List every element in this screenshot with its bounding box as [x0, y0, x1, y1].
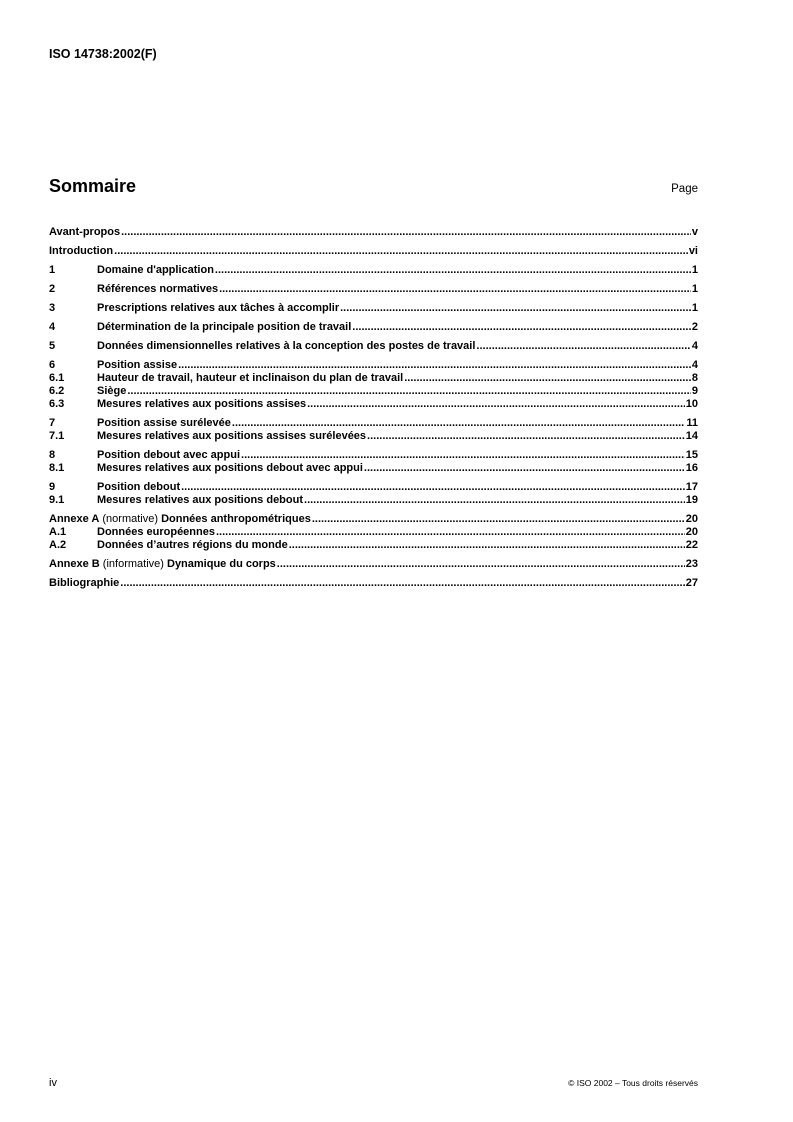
toc-entry[interactable] — [49, 430, 698, 443]
toc-entry-number: 6.2 — [49, 385, 65, 397]
toc-entry[interactable] — [49, 539, 698, 552]
toc-entry-title — [49, 577, 119, 590]
toc-entry[interactable] — [49, 226, 698, 239]
toc-dot-leader — [289, 539, 685, 552]
toc-entry-title-text: Mesures relatives aux positions assises — [97, 398, 307, 410]
toc-entry-title — [97, 462, 363, 475]
toc-entry[interactable] — [49, 283, 698, 296]
toc-entry[interactable] — [49, 264, 698, 277]
toc-entry-title-text: Mesures relatives aux positions debout — [97, 494, 304, 506]
toc-entry-page: 16 — [685, 462, 698, 474]
toc-entry-title — [97, 398, 306, 411]
toc-entry-page: 20 — [685, 526, 698, 538]
toc-entry-title-text: Bibliographie — [49, 577, 120, 589]
toc-entry-title-text: Données dimensionnelles relatives à la conception des postes de travail — [97, 340, 476, 352]
toc-entry-page: 2 — [691, 321, 698, 333]
toc-entry-number: A.2 — [49, 539, 67, 551]
toc-entry-title-text: Prescriptions relatives aux tâches à accomplir — [97, 302, 340, 314]
toc-entry-page: 17 — [685, 481, 698, 493]
toc-entry-annex-title: Dynamique du corps — [167, 558, 276, 570]
toc-entry-title — [97, 494, 303, 507]
copyright-notice: © ISO 2002 – Tous droits réservés — [568, 1078, 698, 1088]
toc-dot-leader — [340, 302, 691, 315]
toc-dot-leader — [215, 264, 691, 277]
toc-entry[interactable] — [49, 417, 698, 430]
toc-dot-leader — [304, 494, 685, 507]
toc-entry-page: 14 — [685, 430, 698, 442]
toc-entry-title-text: Mesures relatives aux positions debout avec appui — [97, 462, 363, 474]
toc-dot-leader — [364, 462, 685, 475]
toc-dot-leader — [307, 398, 685, 411]
toc-entry-annex-title: Données anthropométriques — [161, 513, 311, 525]
toc-entry[interactable] — [49, 245, 698, 258]
toc-entry-title-text: Introduction — [49, 245, 114, 257]
toc-entry-annex-type: (informative) — [99, 558, 167, 570]
toc-entry-title-text: Position debout — [97, 481, 181, 493]
toc-entry-page: 1 — [691, 302, 698, 314]
toc-entry-title-text: Données d’autres régions du monde — [97, 539, 288, 551]
toc-entry-title-text: Détermination de la principale position de travail — [97, 321, 352, 333]
toc-dot-leader — [181, 481, 685, 494]
toc-entry-title-text: Siège — [97, 385, 127, 397]
toc-entry-title — [49, 513, 311, 526]
toc-entry-page: 1 — [691, 264, 698, 276]
toc-entry[interactable] — [49, 494, 698, 507]
toc-dot-leader — [277, 558, 685, 571]
toc-entry-title — [97, 302, 339, 315]
toc-entry-title-text: Position assise — [97, 359, 178, 371]
toc-entry-number: 5 — [49, 340, 56, 352]
toc-entry-title — [49, 245, 113, 258]
toc-entry-page: 19 — [685, 494, 698, 506]
toc-entry-title-text: Annexe B — [49, 558, 100, 570]
toc-entry-title — [97, 417, 231, 430]
toc-entry[interactable] — [49, 449, 698, 462]
toc-entry[interactable] — [49, 513, 698, 526]
toc-entry[interactable] — [49, 372, 698, 385]
toc-entry-title — [49, 558, 276, 571]
toc-entry-title-text: Position debout avec appui — [97, 449, 241, 461]
toc-entry[interactable] — [49, 481, 698, 494]
toc-entry-page: 23 — [685, 558, 698, 570]
toc-entry-page: vi — [688, 245, 698, 257]
toc-entry-number: 7 — [49, 417, 56, 429]
toc-entry-page: 27 — [685, 577, 698, 589]
toc-entry-number: 8.1 — [49, 462, 65, 474]
toc-entry-title-text: Hauteur de travail, hauteur et inclinaison du plan de travail — [97, 372, 404, 384]
toc-entry[interactable] — [49, 398, 698, 411]
toc-entry-title — [97, 283, 218, 296]
toc-entry-page: 4 — [691, 359, 698, 371]
toc-entry-number: 6 — [49, 359, 56, 371]
toc-dot-leader — [352, 321, 691, 334]
toc-dot-leader — [178, 359, 691, 372]
toc-entry-number: 1 — [49, 264, 56, 276]
toc-entry-title — [97, 385, 126, 398]
toc-dot-leader — [404, 372, 691, 385]
toc-entry-annex-type: (normative) — [99, 513, 162, 525]
toc-entry-title — [97, 430, 366, 443]
toc-entry[interactable] — [49, 558, 698, 571]
toc-entry[interactable] — [49, 302, 698, 315]
toc-entry-number: 4 — [49, 321, 56, 333]
toc-dot-leader — [121, 226, 691, 239]
toc-entry-page: 15 — [685, 449, 698, 461]
table-of-contents — [49, 226, 698, 590]
toc-entry-title-text: Mesures relatives aux positions assises surélevées — [97, 430, 367, 442]
toc-entry-title — [97, 539, 288, 552]
toc-entry-title-text: Position assise surélevée — [97, 417, 231, 429]
toc-entry-number: 3 — [49, 302, 56, 314]
toc-entry-number: A.1 — [49, 526, 67, 538]
toc-entry-number: 6.3 — [49, 398, 65, 410]
toc-entry-page: 22 — [685, 539, 698, 551]
toc-entry[interactable] — [49, 340, 698, 353]
toc-entry-page: 8 — [691, 372, 698, 384]
toc-dot-leader — [312, 513, 685, 526]
toc-entry-page: v — [691, 226, 698, 238]
toc-entry-title — [97, 449, 240, 462]
toc-dot-leader — [367, 430, 685, 443]
toc-entry[interactable] — [49, 577, 698, 590]
toc-dot-leader — [476, 340, 690, 353]
toc-entry-title-text: Données européennes — [97, 526, 215, 538]
toc-entry-page: 10 — [685, 398, 698, 410]
toc-entry-title-text: Références normatives — [97, 283, 219, 295]
toc-entry-title-text: Domaine d'application — [97, 264, 214, 276]
toc-dot-leader — [216, 526, 685, 539]
toc-entry-title — [97, 264, 214, 277]
toc-entry-number: 6.1 — [49, 372, 65, 384]
toc-entry-page: 9 — [691, 385, 698, 397]
toc-dot-leader — [114, 245, 688, 258]
toc-entry-title — [97, 481, 180, 494]
toc-dot-leader — [120, 577, 684, 590]
toc-entry-number: 9 — [49, 481, 56, 493]
toc-entry-title — [49, 226, 120, 239]
toc-entry-title — [97, 321, 351, 334]
toc-entry-title-text: Avant-propos — [49, 226, 121, 238]
toc-entry-page: 1 — [691, 283, 698, 295]
toc-entry-title — [97, 372, 403, 385]
toc-entry[interactable] — [49, 385, 698, 398]
toc-entry-page: 20 — [685, 513, 698, 525]
toc-entry-number: 2 — [49, 283, 56, 295]
page-number: iv — [49, 1077, 57, 1089]
toc-dot-leader — [232, 417, 685, 430]
toc-entry-number: 7.1 — [49, 430, 65, 442]
toc-entry-number: 8 — [49, 449, 56, 461]
toc-entry-page: 11 — [686, 417, 698, 429]
document-id: ISO 14738:2002(F) — [49, 47, 157, 61]
toc-entry[interactable] — [49, 359, 698, 372]
toc-entry[interactable] — [49, 462, 698, 475]
toc-dot-leader — [241, 449, 685, 462]
toc-entry[interactable] — [49, 526, 698, 539]
toc-entry-page: 4 — [691, 340, 698, 352]
toc-entry-title — [97, 359, 177, 372]
contents-header — [49, 176, 698, 197]
page-column-label: Page — [671, 183, 698, 195]
toc-dot-leader — [219, 283, 691, 296]
toc-entry-title-text: Annexe A — [49, 513, 100, 525]
toc-entry[interactable] — [49, 321, 698, 334]
toc-dot-leader — [127, 385, 691, 398]
toc-entry-title — [97, 340, 475, 353]
toc-entry-title — [97, 526, 215, 539]
toc-entry-number: 9.1 — [49, 494, 65, 506]
contents-heading: Sommaire — [49, 176, 137, 196]
